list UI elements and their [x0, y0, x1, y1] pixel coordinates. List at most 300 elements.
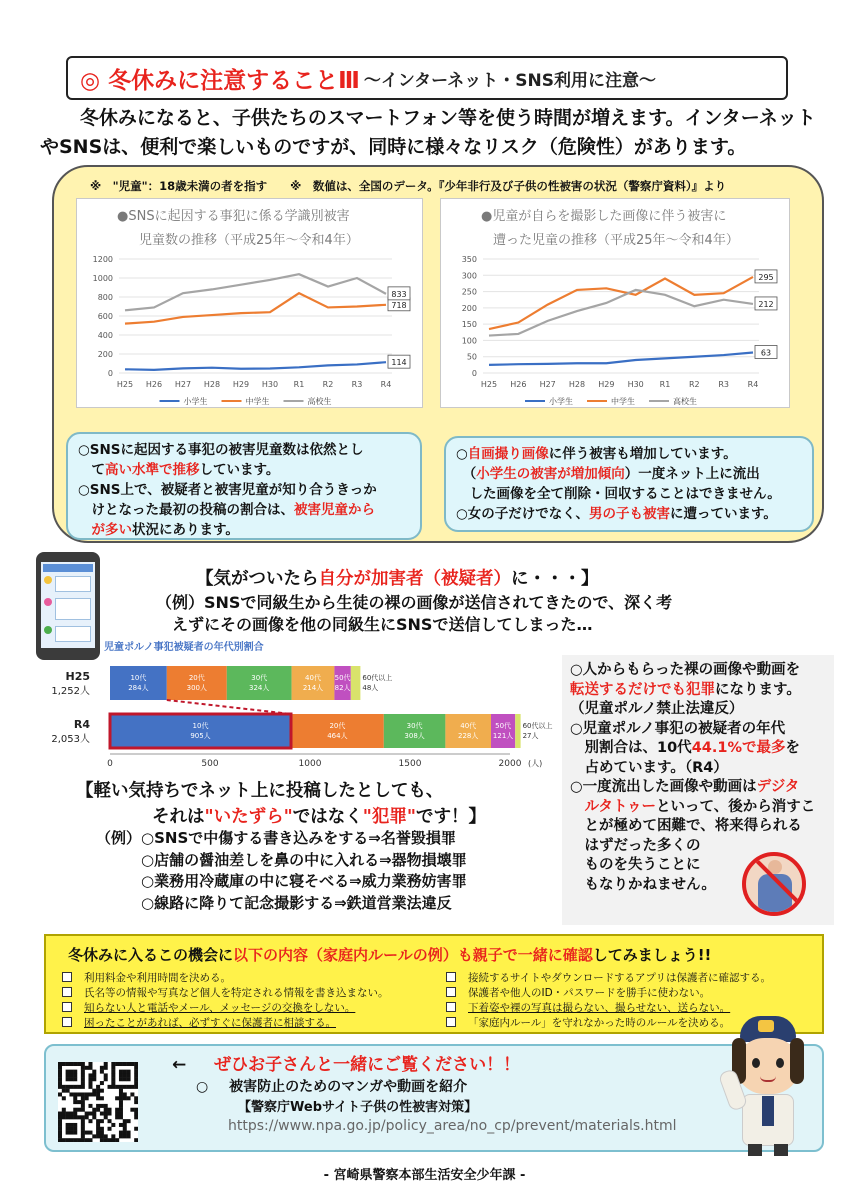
qr-module	[66, 1138, 70, 1142]
qr-module	[111, 1066, 115, 1070]
qr-module	[100, 1131, 104, 1135]
x-tick-label: R2	[689, 380, 700, 389]
y-tick-label: 1200	[92, 255, 113, 264]
qr-module	[73, 1100, 77, 1104]
qr-module	[127, 1096, 131, 1100]
bar-segment-30代	[384, 714, 446, 748]
highlight-text: ルタトゥー	[584, 798, 657, 815]
left-arrow-icon: ←	[172, 1055, 187, 1075]
checkbox-icon[interactable]	[446, 1002, 456, 1012]
resource-source: 【警察庁Webサイト子供の性被害対策】	[238, 1100, 478, 1115]
crime-heading: 【軽い気持ちでネット上に投稿したとしても、 それは"いたずら"ではなく"犯罪"です！】	[76, 781, 486, 827]
x-tick-label: H28	[568, 380, 586, 389]
checkbox-icon[interactable]	[62, 972, 72, 982]
line-text: ○SNSに起因する事犯の被害児童数は依然とし	[78, 442, 364, 458]
qr-module	[134, 1062, 138, 1066]
qr-module	[104, 1112, 108, 1116]
bar-chart-suspects-by-age	[40, 652, 562, 770]
y-tick-label: 50	[466, 352, 477, 362]
qr-module	[73, 1115, 77, 1119]
y-tick-label: 600	[97, 312, 113, 321]
qr-module	[92, 1077, 96, 1081]
checkbox-icon[interactable]	[446, 987, 456, 997]
row-label: R4	[73, 718, 90, 731]
qr-module	[96, 1085, 100, 1089]
segment-label: 50代	[495, 722, 512, 730]
qr-module	[134, 1108, 138, 1112]
qr-module	[119, 1115, 123, 1119]
qr-module	[119, 1108, 123, 1112]
chart-title-line1: ●SNSに起因する事犯に係る学識別被害	[117, 209, 350, 224]
crime-example: ○線路に降りて記念撮影する⇒鉄道営業法違反	[96, 893, 452, 912]
qr-module	[104, 1066, 108, 1070]
page-subtitle: 〜インターネット・SNS利用に注意〜	[363, 70, 657, 91]
qr-module	[119, 1092, 123, 1096]
line-text: 別割合は、10代	[570, 740, 692, 756]
qr-module	[73, 1131, 77, 1135]
qr-module	[115, 1108, 119, 1112]
qr-module	[62, 1138, 66, 1142]
x-tick-label: R1	[293, 380, 305, 389]
bar-segment-20代	[291, 714, 384, 748]
qr-module	[115, 1115, 119, 1119]
qr-module	[73, 1092, 77, 1096]
bar-chart-title: 児童ポルノ事犯被疑者の年代別割合	[104, 642, 264, 653]
qr-module	[100, 1127, 104, 1131]
qr-module	[115, 1138, 119, 1142]
checkbox-icon[interactable]	[62, 987, 72, 997]
bar-segment-60代以上	[351, 666, 361, 700]
qr-module	[115, 1085, 119, 1089]
qr-module	[85, 1096, 89, 1100]
qr-module	[111, 1073, 115, 1077]
qr-module	[96, 1108, 100, 1112]
rule-item	[446, 1015, 730, 1030]
qr-module	[88, 1066, 92, 1070]
y-tick-label: 350	[461, 255, 477, 264]
intro-text: 冬休みになると、子供たちのスマートフォン等を使う時間が増えます。インターネットやSNSは、便利で楽しいものですが、同時に様々なリスク（危険性）があります。	[40, 107, 816, 158]
qr-module	[85, 1115, 89, 1119]
segment-count: 324人	[249, 684, 270, 692]
qr-module	[127, 1062, 131, 1066]
text-line	[570, 739, 828, 759]
qr-module	[100, 1138, 104, 1142]
qr-module	[88, 1085, 92, 1089]
text-line	[78, 460, 410, 480]
qr-module	[69, 1127, 73, 1131]
qr-module	[134, 1096, 138, 1100]
qr-module	[66, 1131, 70, 1135]
qr-module	[119, 1077, 123, 1081]
text-line	[78, 440, 410, 460]
qr-module	[81, 1096, 85, 1100]
rule-item	[446, 985, 710, 1000]
qr-module	[85, 1131, 89, 1135]
qr-module	[81, 1100, 85, 1104]
crime-examples	[96, 828, 467, 914]
qr-module	[130, 1062, 134, 1066]
qr-module	[100, 1066, 104, 1070]
cta-text: ぜひお子さんと一緒にご覧ください！！	[214, 1055, 521, 1075]
segment-count: 308人	[404, 732, 425, 740]
checkbox-icon[interactable]	[62, 1017, 72, 1027]
checkbox-icon[interactable]	[446, 972, 456, 982]
end-value-label: 114	[391, 358, 407, 368]
qr-module	[58, 1134, 62, 1138]
line-text: （児童ポルノ禁止法違反）	[570, 701, 744, 717]
x-tick-label: R1	[659, 380, 671, 389]
highlight-text: 被害児童から	[294, 502, 375, 518]
qr-module	[88, 1112, 92, 1116]
line-text: 占めています。（R4）	[570, 759, 728, 776]
qr-module	[81, 1131, 85, 1135]
segment-count: 48人	[362, 684, 379, 692]
qr-module	[73, 1096, 77, 1100]
qr-module	[100, 1070, 104, 1074]
resource-url-link[interactable]: https://www.npa.go.jp/policy_area/no_cp/prevent/materials.html	[228, 1118, 677, 1134]
bar-segment-40代	[445, 714, 491, 748]
qr-module	[123, 1119, 127, 1123]
segment-count: 300人	[186, 684, 207, 692]
qr-module	[81, 1085, 85, 1089]
end-value-label: 718	[391, 300, 407, 310]
qr-module	[58, 1062, 62, 1066]
qr-module	[134, 1112, 138, 1116]
highlight-text: が多い	[91, 522, 132, 538]
series-line-小学生	[125, 362, 386, 370]
qr-module	[88, 1119, 92, 1123]
text-line	[78, 480, 410, 500]
qr-module	[108, 1108, 112, 1112]
line-text: した画像を全て削除・回収することはできません。	[456, 486, 781, 502]
x-tick-label: H30	[261, 380, 279, 389]
y-tick-label: 250	[461, 287, 477, 297]
qr-module	[123, 1096, 127, 1100]
qr-module	[123, 1131, 127, 1135]
connector-line	[167, 700, 291, 714]
qr-module	[108, 1127, 112, 1131]
crime-example: ○業務用冷蔵庫の中に寝そべる⇒威力業務妨害罪	[96, 872, 467, 890]
line-text: しています。	[199, 462, 280, 478]
qr-module	[115, 1062, 119, 1066]
rule-text: 保護者や他人のID・パスワードを勝手に使わない。	[468, 987, 711, 999]
x-tick-label: H25	[116, 380, 134, 389]
qr-module	[96, 1127, 100, 1131]
qr-module	[58, 1092, 62, 1096]
qr-module	[111, 1070, 115, 1074]
chart-sns-victims-plot	[77, 251, 422, 407]
x-tick-label: H29	[598, 380, 615, 389]
checkbox-icon[interactable]	[446, 1017, 456, 1027]
qr-module	[69, 1092, 73, 1096]
qr-module	[96, 1092, 100, 1096]
qr-module	[96, 1096, 100, 1100]
text-line	[78, 520, 410, 540]
qr-module	[66, 1077, 70, 1081]
qr-module	[77, 1108, 81, 1112]
line-text: といって、後から消すこ	[656, 798, 816, 815]
y-tick-label: 400	[97, 331, 113, 340]
text-line	[570, 778, 828, 798]
qr-module	[58, 1131, 62, 1135]
resource-description: 被害防止のためのマンガや動画を紹介	[229, 1079, 468, 1095]
line-text: になります。	[715, 681, 801, 698]
crime-example: （例）○SNSで中傷する書き込みをする⇒名誉毀損罪	[96, 829, 456, 847]
qr-module	[134, 1081, 138, 1085]
qr-module	[88, 1077, 92, 1081]
qr-module	[108, 1085, 112, 1089]
qr-module	[115, 1112, 119, 1116]
y-tick-label: 100	[461, 336, 477, 346]
segment-count: 284人	[128, 684, 149, 692]
qr-module	[81, 1123, 85, 1127]
qr-module	[127, 1134, 131, 1138]
segment-count: 27人	[522, 732, 539, 740]
highlight-text: 小学生の被害が増加傾向	[476, 466, 625, 482]
smartphone-icon	[36, 552, 100, 660]
qr-module	[69, 1085, 73, 1089]
row-total: 1,252人	[51, 686, 90, 697]
rule-item	[446, 970, 771, 985]
qr-module	[119, 1089, 123, 1093]
rule-text: 利用料金や利用時間を決める。	[84, 972, 231, 984]
qr-module	[73, 1073, 77, 1077]
qr-module	[69, 1115, 73, 1119]
row-total: 2,053人	[51, 734, 90, 745]
qr-module	[119, 1134, 123, 1138]
highlight-text: デジタ	[756, 779, 800, 795]
y-tick-label: 800	[97, 293, 113, 302]
qr-module	[100, 1096, 104, 1100]
qr-module	[123, 1127, 127, 1131]
qr-module	[92, 1073, 96, 1077]
qr-module	[92, 1134, 96, 1138]
segment-count: 121人	[492, 732, 514, 740]
qr-module	[66, 1070, 70, 1074]
qr-module	[66, 1127, 70, 1131]
series-line-高校生	[125, 274, 386, 310]
legend-label: 高校生	[307, 397, 332, 406]
qr-module	[96, 1134, 100, 1138]
qr-module	[62, 1085, 66, 1089]
qr-module	[88, 1138, 92, 1142]
qr-module	[77, 1085, 81, 1089]
qr-module	[104, 1077, 108, 1081]
qr-module	[134, 1070, 138, 1074]
qr-module	[81, 1073, 85, 1077]
line-text: ）一度ネット上に流出	[624, 466, 760, 482]
checkbox-icon[interactable]	[62, 1002, 72, 1012]
qr-module	[62, 1112, 66, 1116]
qr-module	[92, 1108, 96, 1112]
qr-module	[88, 1073, 92, 1077]
qr-code-icon	[58, 1062, 138, 1142]
text-line	[570, 700, 828, 720]
qr-module	[77, 1115, 81, 1119]
qr-module	[73, 1108, 77, 1112]
qr-module	[119, 1070, 123, 1074]
qr-module	[58, 1081, 62, 1085]
x-tick-label: H27	[174, 380, 192, 389]
segment-label: 20代	[329, 722, 346, 730]
qr-module	[58, 1123, 62, 1127]
qr-module	[92, 1115, 96, 1119]
qr-module	[88, 1131, 92, 1135]
text-line	[570, 681, 828, 701]
qr-module	[58, 1077, 62, 1081]
rule-text: 接続するサイトやダウンロードするアプリは保護者に確認する。	[468, 972, 772, 984]
line-text: ○一度流出した画像や動画は	[570, 779, 757, 795]
highlight-text: 高い水準で推移	[105, 462, 200, 478]
rule-item	[62, 1015, 336, 1030]
line-text: （	[456, 466, 477, 482]
series-line-中学生	[125, 293, 386, 323]
qr-module	[127, 1077, 131, 1081]
chart-self-images-plot	[441, 251, 789, 407]
chart-title-line1: ●児童が自らを撮影した画像に伴う被害に	[481, 209, 727, 224]
qr-module	[119, 1112, 123, 1116]
x-tick-label: R3	[718, 380, 729, 389]
x-tick-label: R4	[747, 380, 759, 389]
bar-segment-50代	[491, 714, 515, 748]
qr-module	[69, 1123, 73, 1127]
qr-module	[108, 1112, 112, 1116]
qr-module	[81, 1134, 85, 1138]
qr-module	[123, 1092, 127, 1096]
qr-module	[127, 1119, 131, 1123]
qr-module	[81, 1066, 85, 1070]
rule-item	[62, 1000, 355, 1015]
segment-label: 20代	[188, 674, 205, 682]
text-line	[456, 504, 802, 524]
text-line	[570, 817, 828, 837]
qr-module	[66, 1112, 70, 1116]
qr-module	[100, 1134, 104, 1138]
qr-module	[104, 1104, 108, 1108]
segment-label: 30代	[251, 674, 268, 682]
qr-module	[58, 1073, 62, 1077]
qr-module	[81, 1070, 85, 1074]
qr-module	[127, 1131, 131, 1135]
crime-example: ○店舗の醤油差しを鼻の中に入れる⇒器物損壊罪	[96, 850, 467, 869]
qr-module	[104, 1108, 108, 1112]
qr-module	[100, 1112, 104, 1116]
qr-module	[66, 1073, 70, 1077]
x-tick-label: R4	[380, 380, 392, 389]
chart-sns-victims	[76, 198, 423, 408]
qr-module	[111, 1077, 115, 1081]
offender-example: （例）SNSで同級生から生徒の裸の画像が送信されてきたので、深く考 えずにその画像を他の同級生にSNSで送信してしまった…	[156, 593, 673, 634]
qr-code-graphic	[58, 1062, 138, 1142]
qr-module	[58, 1112, 62, 1116]
qr-module	[69, 1073, 73, 1077]
qr-module	[58, 1127, 62, 1131]
line-text: を	[785, 740, 800, 756]
qr-module	[119, 1073, 123, 1077]
x-tick-label: H29	[232, 380, 250, 389]
segment-label: 30代	[406, 722, 423, 730]
end-value-label: 63	[760, 348, 772, 358]
legend-label: 小学生	[183, 397, 208, 406]
qr-module	[85, 1066, 89, 1070]
segment-count: 82人	[334, 684, 351, 692]
chart-title-line2: 遭った児童の推移（平成25年〜令和4年）	[493, 233, 739, 248]
qr-module	[104, 1134, 108, 1138]
qr-module	[81, 1127, 85, 1131]
qr-module	[127, 1073, 131, 1077]
qr-module	[104, 1062, 108, 1066]
qr-module	[81, 1138, 85, 1142]
qr-module	[92, 1070, 96, 1074]
qr-module	[100, 1081, 104, 1085]
qr-module	[119, 1123, 123, 1127]
qr-module	[85, 1112, 89, 1116]
x-tick-label: 2000	[498, 759, 522, 769]
qr-module	[92, 1092, 96, 1096]
qr-module	[134, 1085, 138, 1089]
x-tick-label: 500	[201, 759, 219, 769]
text-line	[570, 798, 828, 818]
segment-count: 905人	[190, 732, 211, 740]
qr-module	[134, 1066, 138, 1070]
qr-module	[134, 1100, 138, 1104]
chart-title-line2: 児童数の推移（平成25年〜令和4年）	[139, 233, 359, 248]
qr-module	[100, 1089, 104, 1093]
qr-module	[96, 1123, 100, 1127]
qr-module	[58, 1138, 62, 1142]
qr-module	[85, 1138, 89, 1142]
qr-module	[123, 1085, 127, 1089]
segment-count: 214人	[302, 684, 324, 692]
qr-module	[119, 1100, 123, 1104]
qr-module	[111, 1081, 115, 1085]
segment-count: 464人	[327, 732, 348, 740]
qr-module	[88, 1092, 92, 1096]
text-line	[570, 661, 828, 681]
line-text: はずだった多くの	[570, 837, 701, 854]
legend-label: 中学生	[611, 397, 635, 406]
qr-module	[130, 1108, 134, 1112]
qr-module	[66, 1085, 70, 1089]
qr-module	[81, 1081, 85, 1085]
bar-segment-10代	[110, 714, 291, 748]
callout-left-lines	[78, 440, 410, 540]
qr-module	[58, 1085, 62, 1089]
qr-module	[108, 1138, 112, 1142]
end-value-label: 212	[758, 299, 774, 309]
segment-label: 50代	[334, 674, 351, 682]
qr-module	[81, 1115, 85, 1119]
segment-label: 40代	[305, 674, 321, 682]
end-value-label: 833	[391, 289, 407, 299]
qr-module	[134, 1138, 138, 1142]
rule-text: 下着姿や裸の写真は撮らない、撮らせない、送らない。	[468, 1002, 731, 1014]
footer-credit: - 宮崎県警察本部生活安全少年課 -	[323, 1168, 526, 1183]
offender-heading: 【気がついたら自分が加害者（被疑者）に・・・】	[196, 569, 599, 589]
y-tick-label: 1000	[92, 274, 113, 283]
x-tick-label: H30	[627, 380, 644, 389]
qr-module	[77, 1100, 81, 1104]
highlight-text: 男の子も被害	[589, 506, 671, 522]
qr-module	[58, 1115, 62, 1119]
legend-label: 高校生	[673, 397, 697, 406]
x-tick-label: R3	[351, 380, 363, 389]
qr-module	[115, 1096, 119, 1100]
qr-module	[58, 1070, 62, 1074]
text-line	[570, 759, 828, 779]
qr-module	[119, 1104, 123, 1108]
line-text: とが極めて困難で、将来得られる	[570, 818, 802, 834]
